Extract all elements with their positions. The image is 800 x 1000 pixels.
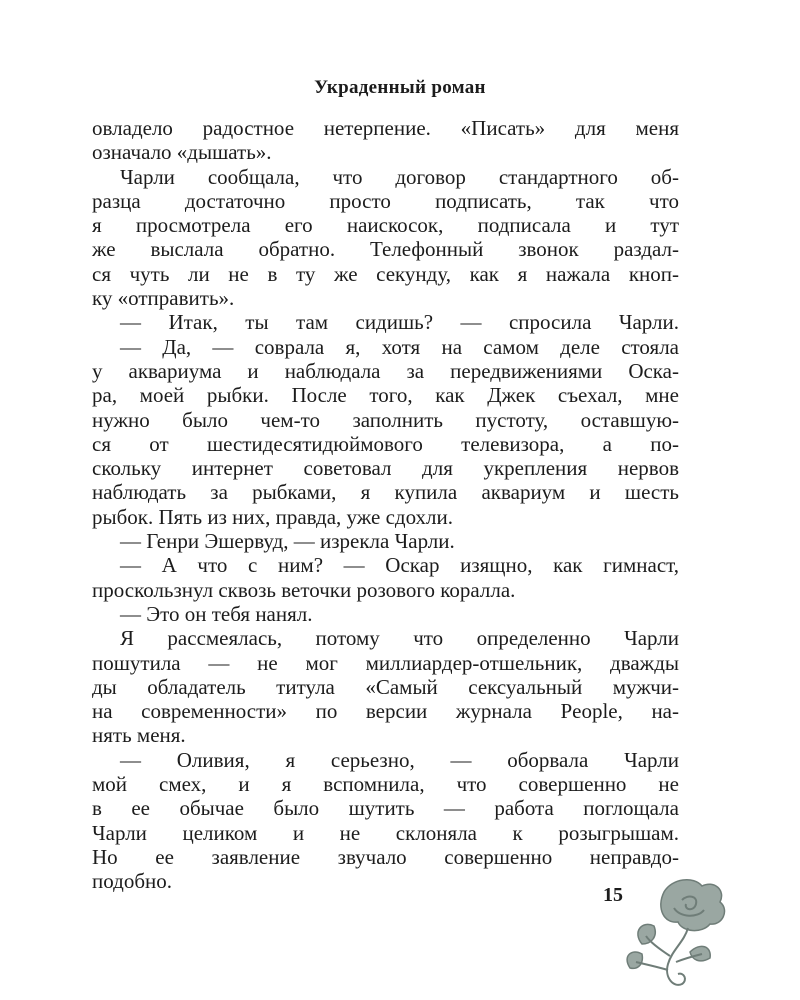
rose-icon — [602, 872, 752, 1000]
text-line: — Оливия, я серьезно, — оборвала Чарли — [120, 747, 679, 772]
text-line: наблюдать за рыбками, я купила аквариум и шесть — [92, 480, 679, 505]
text-line: на современности» по версии журнала People, на- — [92, 699, 679, 724]
page-number: 15 — [603, 884, 623, 906]
text-line: ся от шестидесятидюймового телевизора, а по- — [92, 431, 679, 456]
text-line: — Генри Эшервуд, — изрекла Чарли. — [120, 529, 455, 554]
text-line: мой смех, и я вспомнила, что совершенно не — [92, 772, 679, 797]
text-line: ды обладатель титула «Самый сексуальный мужчи- — [92, 674, 679, 699]
text-line: Я рассмеялась, потому что определенно Чарли — [120, 626, 679, 651]
text-line: разца достаточно просто подписать, так что — [92, 188, 679, 213]
text-line: — Да, — соврала я, хотя на самом деле стояла — [120, 334, 679, 359]
text-line: у аквариума и наблюдала за передвижениями Оска- — [92, 358, 679, 383]
text-line: я просмотрела его наискосок, подписала и тут — [92, 213, 679, 238]
text-line: пошутила — не мог миллиардер-отшельник, дважды — [92, 650, 679, 675]
text-line: ку «отправить». — [92, 286, 235, 311]
text-line: Чарли сообщала, что договор стандартного об- — [120, 164, 679, 189]
text-line: проскользнул сквозь веточки розового коралла. — [92, 577, 516, 602]
text-line: нужно было чем-то заполнить пустоту, оставшую- — [92, 407, 679, 432]
text-line: же выслала обратно. Телефонный звонок раздал- — [92, 237, 679, 262]
text-line: в ее обычае было шутить — работа поглощала — [92, 796, 679, 821]
text-line: ся чуть ли не в ту же секунду, как я нажала кноп- — [92, 261, 679, 286]
running-head-title: Украденный роман — [314, 77, 486, 98]
text-line: подобно. — [92, 869, 172, 894]
text-line: скольку интернет советовал для укрепления нервов — [92, 456, 679, 481]
body-text — [92, 116, 679, 894]
text-line: — Это он тебя нанял. — [120, 601, 313, 626]
text-line: ра, моей рыбки. После того, как Джек съехал, мне — [92, 383, 679, 408]
text-line: овладело радостное нетерпение. «Писать» для меня — [92, 116, 679, 140]
text-line: Чарли целиком и не склоняла к розыгрышам. — [92, 820, 679, 845]
text-line: рыбок. Пять из них, правда, уже сдохли. — [92, 504, 454, 529]
text-line: нять меня. — [92, 723, 186, 748]
text-line: Но ее заявление звучало совершенно неправдо- — [92, 844, 679, 869]
text-line: — Итак, ты там сидишь? — спросила Чарли. — [120, 310, 679, 335]
text-line: означало «дышать». — [92, 140, 272, 165]
text-line: — А что с ним? — Оскар изящно, как гимнаст, — [120, 553, 679, 578]
